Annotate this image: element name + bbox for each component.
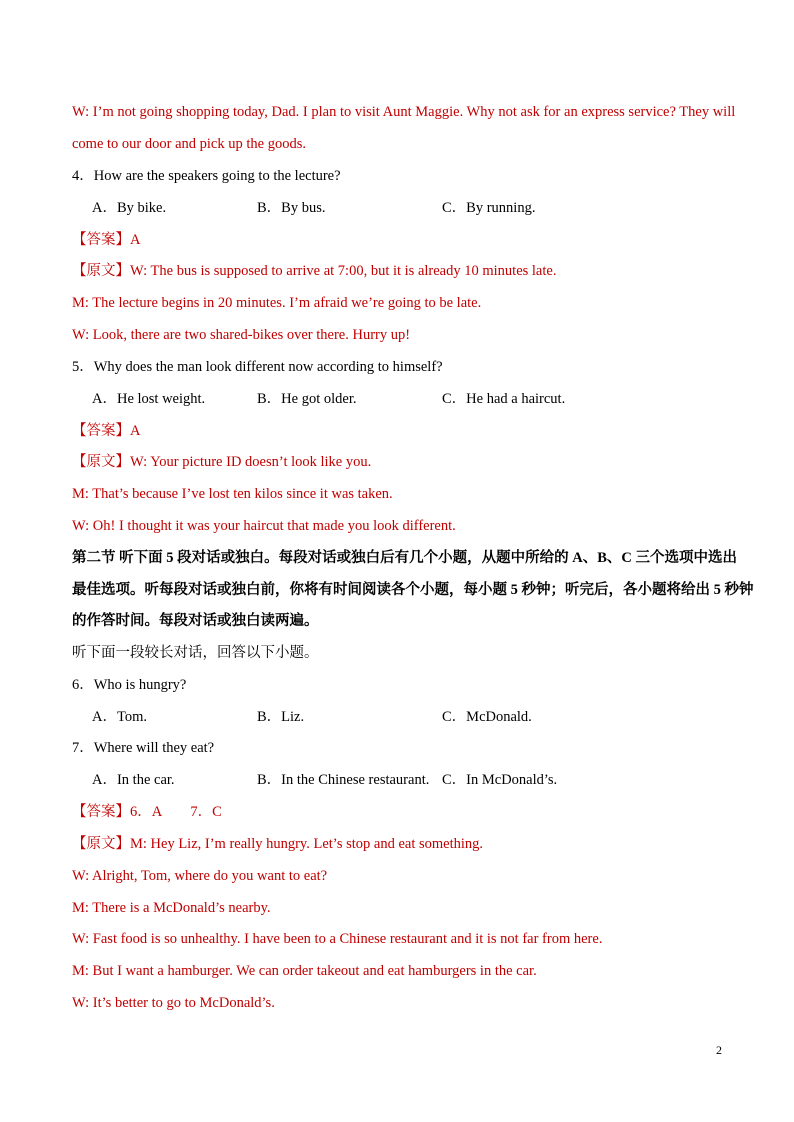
transcript-line: M: But I want a hamburger. We can order takeout and eat hamburgers in the car. (72, 963, 537, 979)
question-6: 6．Who is hungry? (72, 677, 187, 693)
transcript-line: W: Fast food is so unhealthy. I have been to a Chinese restaurant and it is not far from here. (72, 931, 603, 947)
answer-label: 【答案】6．A 7．C (72, 804, 222, 820)
transcript-line: 【原文】W: The bus is supposed to arrive at 7:00, but it is already 10 minutes late. (72, 263, 557, 279)
option-a: A．He lost weight. (92, 391, 206, 407)
dialogue-line: come to our door and pick up the goods. (72, 136, 306, 152)
page-number: 2 (716, 1043, 722, 1057)
question-5: 5．Why does the man look different now according to himself? (72, 359, 443, 375)
transcript-line: M: The lecture begins in 20 minutes. I’m afraid we’re going to be late. (72, 295, 482, 311)
transcript-line: M: That’s because I’ve lost ten kilos since it was taken. (72, 486, 393, 502)
option-b: B．In the Chinese restaurant. (257, 772, 430, 788)
transcript-line: 【原文】W: Your picture ID doesn’t look like you. (72, 454, 372, 470)
section-heading: 最佳选项。听每段对话或独白前，你将有时间阅读各个小题，每小题 5 秒钟；听完后，各小题将给出 5 秒钟 (72, 582, 754, 598)
transcript-line: W: Look, there are two shared-bikes over there. Hurry up! (72, 327, 411, 343)
section-heading: 的作答时间。每段对话或独白读两遍。 (72, 613, 319, 629)
option-b: B．By bus. (257, 200, 326, 216)
section-heading: 第二节 听下面 5 段对话或独白。每段对话或独白后有几个小题，从题中所给的 A、B、C 三个选项中选出 (72, 550, 737, 566)
option-a: A．Tom. (92, 709, 147, 725)
option-a: A．In the car. (92, 772, 175, 788)
option-c: C．McDonald. (442, 709, 532, 725)
option-c: C．By running. (442, 200, 536, 216)
option-c: C．He had a haircut. (442, 391, 566, 407)
transcript-line: M: There is a McDonald’s nearby. (72, 900, 271, 916)
transcript-line: W: It’s better to go to McDonald’s. (72, 995, 275, 1011)
transcript-line: 【原文】M: Hey Liz, I’m really hungry. Let’s stop and eat something. (72, 836, 484, 852)
option-a: A．By bike. (92, 200, 167, 216)
question-7: 7．Where will they eat? (72, 740, 215, 756)
transcript-line: W: Alright, Tom, where do you want to eat? (72, 868, 328, 884)
answer-label: 【答案】A (72, 232, 141, 248)
option-c: C．In McDonald’s. (442, 772, 558, 788)
answer-label: 【答案】A (72, 423, 141, 439)
option-b: B．He got older. (257, 391, 357, 407)
option-b: B．Liz. (257, 709, 305, 725)
dialogue-line: W: I’m not going shopping today, Dad. I plan to visit Aunt Maggie. Why not ask for an express service? They will (72, 104, 736, 120)
question-4: 4．How are the speakers going to the lecture? (72, 168, 341, 184)
transcript-line: W: Oh! I thought it was your haircut that made you look different. (72, 518, 456, 534)
instruction: 听下面一段较长对话，回答以下小题。 (72, 645, 319, 661)
